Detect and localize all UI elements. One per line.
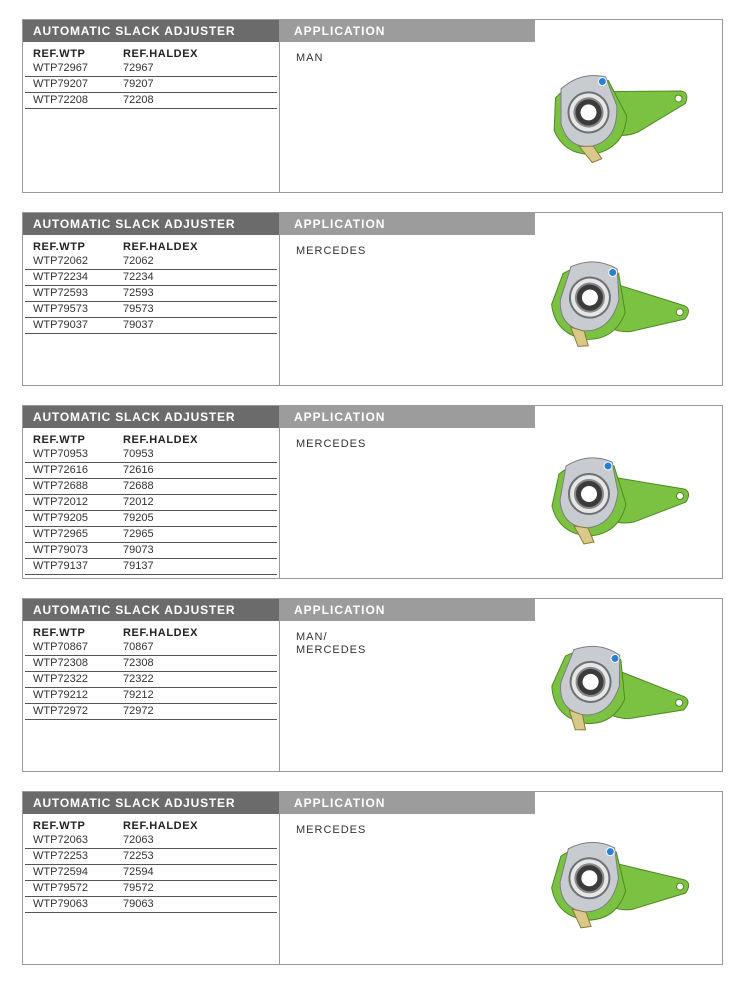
slack-adjuster-photo-icon xyxy=(534,58,694,168)
slack-adjuster-photo-icon xyxy=(534,251,694,361)
table-row xyxy=(25,672,277,688)
product-photo xyxy=(534,251,694,361)
ref-wtp-cell: WTP70953 xyxy=(33,448,89,460)
ref-haldex-cell: 79573 xyxy=(123,303,154,315)
col-ref-wtp: REF.WTP xyxy=(33,48,86,60)
ref-wtp-cell: WTP79572 xyxy=(33,882,89,894)
ref-haldex-cell: 79205 xyxy=(123,512,154,524)
col-ref-wtp: REF.WTP xyxy=(33,434,86,446)
table-row xyxy=(25,849,277,865)
ref-haldex-cell: 79207 xyxy=(123,78,154,90)
ref-haldex-cell: 70867 xyxy=(123,641,154,653)
table-header xyxy=(25,434,277,447)
ref-wtp-cell: WTP72972 xyxy=(33,705,89,717)
table-row xyxy=(25,833,277,849)
section-header-title: AUTOMATIC SLACK ADJUSTER xyxy=(23,20,279,42)
reference-table xyxy=(25,241,277,334)
table-row xyxy=(25,270,277,286)
table-header xyxy=(25,627,277,640)
ref-wtp-cell: WTP72967 xyxy=(33,62,89,74)
col-ref-haldex: REF.HALDEX xyxy=(123,241,199,253)
ref-haldex-cell: 79137 xyxy=(123,560,154,572)
product-card xyxy=(22,598,723,772)
slack-adjuster-photo-icon xyxy=(534,637,694,747)
table-row xyxy=(25,704,277,720)
ref-wtp-cell: WTP72593 xyxy=(33,287,89,299)
table-row xyxy=(25,318,277,334)
table-row xyxy=(25,447,277,463)
column-divider xyxy=(279,406,280,578)
product-card xyxy=(22,405,723,579)
col-ref-haldex: REF.HALDEX xyxy=(123,820,199,832)
table-row xyxy=(25,543,277,559)
table-header xyxy=(25,820,277,833)
table-row xyxy=(25,559,277,575)
product-card xyxy=(22,212,723,386)
product-photo xyxy=(534,58,694,168)
col-ref-haldex: REF.HALDEX xyxy=(123,48,199,60)
ref-wtp-cell: WTP79207 xyxy=(33,78,89,90)
table-row xyxy=(25,865,277,881)
ref-wtp-cell: WTP72208 xyxy=(33,94,89,106)
table-row xyxy=(25,286,277,302)
application-text: MAN/ MERCEDES xyxy=(296,631,367,656)
ref-haldex-cell: 72594 xyxy=(123,866,154,878)
product-photo xyxy=(534,830,694,940)
application-header: APPLICATION xyxy=(280,406,535,428)
ref-wtp-cell: WTP79205 xyxy=(33,512,89,524)
ref-wtp-cell: WTP79137 xyxy=(33,560,89,572)
reference-table xyxy=(25,820,277,913)
ref-wtp-cell: WTP72012 xyxy=(33,496,89,508)
section-header-title: AUTOMATIC SLACK ADJUSTER xyxy=(23,213,279,235)
ref-wtp-cell: WTP72322 xyxy=(33,673,89,685)
column-divider xyxy=(279,213,280,385)
ref-wtp-cell: WTP72062 xyxy=(33,255,89,267)
table-row xyxy=(25,495,277,511)
application-header: APPLICATION xyxy=(280,20,535,42)
reference-table xyxy=(25,48,277,109)
col-ref-haldex: REF.HALDEX xyxy=(123,627,199,639)
ref-haldex-cell: 70953 xyxy=(123,448,154,460)
application-text: MAN xyxy=(296,52,324,64)
column-divider xyxy=(279,792,280,964)
ref-wtp-cell: WTP72063 xyxy=(33,834,89,846)
column-divider xyxy=(279,599,280,771)
table-row xyxy=(25,463,277,479)
ref-wtp-cell: WTP79063 xyxy=(33,898,89,910)
section-header-title: AUTOMATIC SLACK ADJUSTER xyxy=(23,406,279,428)
table-row xyxy=(25,881,277,897)
col-ref-wtp: REF.WTP xyxy=(33,627,86,639)
ref-haldex-cell: 72234 xyxy=(123,271,154,283)
ref-haldex-cell: 72965 xyxy=(123,528,154,540)
ref-haldex-cell: 72688 xyxy=(123,480,154,492)
ref-haldex-cell: 79037 xyxy=(123,319,154,331)
ref-wtp-cell: WTP72965 xyxy=(33,528,89,540)
section-header-title: AUTOMATIC SLACK ADJUSTER xyxy=(23,599,279,621)
section-header-title: AUTOMATIC SLACK ADJUSTER xyxy=(23,792,279,814)
ref-wtp-cell: WTP72616 xyxy=(33,464,89,476)
ref-haldex-cell: 72967 xyxy=(123,62,154,74)
table-row xyxy=(25,302,277,318)
col-ref-haldex: REF.HALDEX xyxy=(123,434,199,446)
application-text: MERCEDES xyxy=(296,438,367,450)
product-card xyxy=(22,791,723,965)
ref-wtp-cell: WTP72688 xyxy=(33,480,89,492)
slack-adjuster-photo-icon xyxy=(534,444,694,554)
product-photo xyxy=(534,637,694,747)
ref-haldex-cell: 72616 xyxy=(123,464,154,476)
column-divider xyxy=(279,20,280,192)
col-ref-wtp: REF.WTP xyxy=(33,241,86,253)
table-row xyxy=(25,640,277,656)
ref-haldex-cell: 72063 xyxy=(123,834,154,846)
application-header: APPLICATION xyxy=(280,599,535,621)
table-header xyxy=(25,241,277,254)
ref-haldex-cell: 72972 xyxy=(123,705,154,717)
ref-wtp-cell: WTP72253 xyxy=(33,850,89,862)
slack-adjuster-photo-icon xyxy=(534,830,694,940)
table-row xyxy=(25,688,277,704)
table-row xyxy=(25,897,277,913)
ref-haldex-cell: 79073 xyxy=(123,544,154,556)
ref-wtp-cell: WTP79073 xyxy=(33,544,89,556)
reference-table xyxy=(25,434,277,575)
application-text: MERCEDES xyxy=(296,245,367,257)
table-row xyxy=(25,77,277,93)
table-row xyxy=(25,254,277,270)
table-row xyxy=(25,479,277,495)
application-text: MERCEDES xyxy=(296,824,367,836)
application-header: APPLICATION xyxy=(280,792,535,814)
ref-haldex-cell: 72322 xyxy=(123,673,154,685)
product-card xyxy=(22,19,723,193)
ref-wtp-cell: WTP79037 xyxy=(33,319,89,331)
ref-wtp-cell: WTP79212 xyxy=(33,689,89,701)
reference-table xyxy=(25,627,277,720)
application-header: APPLICATION xyxy=(280,213,535,235)
table-row xyxy=(25,93,277,109)
table-header xyxy=(25,48,277,61)
ref-haldex-cell: 72308 xyxy=(123,657,154,669)
ref-haldex-cell: 79572 xyxy=(123,882,154,894)
col-ref-wtp: REF.WTP xyxy=(33,820,86,832)
ref-wtp-cell: WTP72234 xyxy=(33,271,89,283)
table-row xyxy=(25,656,277,672)
product-photo xyxy=(534,444,694,554)
ref-haldex-cell: 72208 xyxy=(123,94,154,106)
table-row xyxy=(25,527,277,543)
ref-haldex-cell: 72012 xyxy=(123,496,154,508)
table-row xyxy=(25,511,277,527)
table-row xyxy=(25,61,277,77)
ref-wtp-cell: WTP72308 xyxy=(33,657,89,669)
ref-haldex-cell: 79063 xyxy=(123,898,154,910)
ref-wtp-cell: WTP70867 xyxy=(33,641,89,653)
ref-wtp-cell: WTP79573 xyxy=(33,303,89,315)
ref-haldex-cell: 79212 xyxy=(123,689,154,701)
ref-wtp-cell: WTP72594 xyxy=(33,866,89,878)
ref-haldex-cell: 72253 xyxy=(123,850,154,862)
ref-haldex-cell: 72593 xyxy=(123,287,154,299)
ref-haldex-cell: 72062 xyxy=(123,255,154,267)
